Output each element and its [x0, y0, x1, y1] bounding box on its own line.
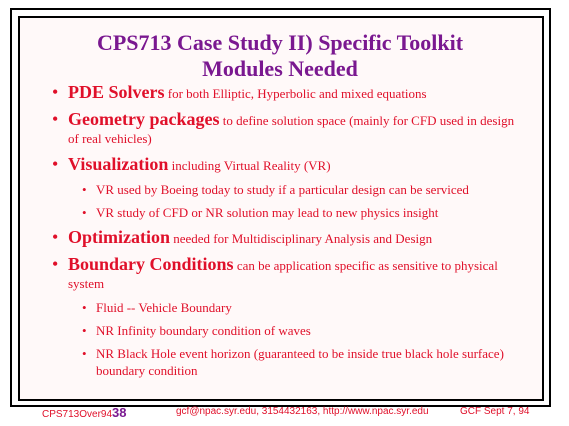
footer-course-id: CPS713Over94	[42, 409, 113, 420]
bullet-dot: •	[52, 109, 59, 129]
sub-bullet-text: VR study of CFD or NR solution may lead to new physics insight	[96, 205, 439, 220]
sub-bullet	[40, 345, 520, 379]
title-line-2: Modules Needed	[202, 56, 358, 81]
bullet-head: Visualization	[68, 154, 169, 174]
sub-bullet-dot: •	[82, 182, 87, 197]
sub-bullet-dot: •	[82, 300, 87, 315]
footer-left	[42, 405, 127, 420]
bullet-list	[40, 82, 520, 385]
bullet-boundary-conditions	[40, 254, 520, 293]
sub-bullet-dot: •	[82, 205, 87, 220]
bullet-text: including Virtual Reality (VR)	[168, 158, 331, 173]
footer-contact: gcf@npac.syr.edu, 3154432163, http://www.npac.syr.edu	[176, 406, 429, 417]
sub-bullet	[40, 181, 520, 198]
sub-bullet-text: NR Black Hole event horizon (guaranteed to be inside true black hole surface) boundary condition	[96, 346, 504, 378]
sub-bullet-text: VR used by Boeing today to study if a particular design can be serviced	[96, 182, 469, 197]
bullet-dot: •	[52, 82, 59, 102]
bullet-head: Optimization	[68, 227, 170, 247]
footer-date: GCF Sept 7, 94	[460, 406, 530, 417]
bullet-text: to define solution space (mainly for CFD used in design of real vehicles)	[68, 113, 515, 146]
bullet-head: Geometry packages	[68, 109, 220, 129]
sub-bullet	[40, 204, 520, 221]
bullet-visualization	[40, 154, 520, 175]
slide-footer	[0, 403, 569, 421]
bullet-dot: •	[52, 154, 59, 174]
page-number: 38	[112, 405, 127, 420]
bullet-text: needed for Multidisciplinary Analysis and Design	[170, 231, 433, 246]
bullet-dot: •	[52, 227, 59, 247]
bullet-geometry-packages	[40, 109, 520, 148]
bullet-text: can be application specific as sensitive to physical system	[68, 258, 498, 291]
bullet-pde-solvers	[40, 82, 520, 103]
bullet-dot: •	[52, 254, 59, 274]
bullet-head: Boundary Conditions	[68, 254, 234, 274]
sub-bullet	[40, 322, 520, 339]
bullet-text: for both Elliptic, Hyperbolic and mixed equations	[164, 86, 427, 101]
sub-bullet	[40, 299, 520, 316]
sub-bullet-text: NR Infinity boundary condition of waves	[96, 323, 311, 338]
bullet-optimization	[40, 227, 520, 248]
sub-bullet-dot: •	[82, 346, 87, 361]
sub-bullet-dot: •	[82, 323, 87, 338]
slide-title	[30, 30, 530, 82]
bullet-head: PDE Solvers	[68, 82, 165, 102]
title-line-1: CPS713 Case Study II) Specific Toolkit	[96, 30, 464, 55]
sub-bullet-text: Fluid -- Vehicle Boundary	[96, 300, 232, 315]
